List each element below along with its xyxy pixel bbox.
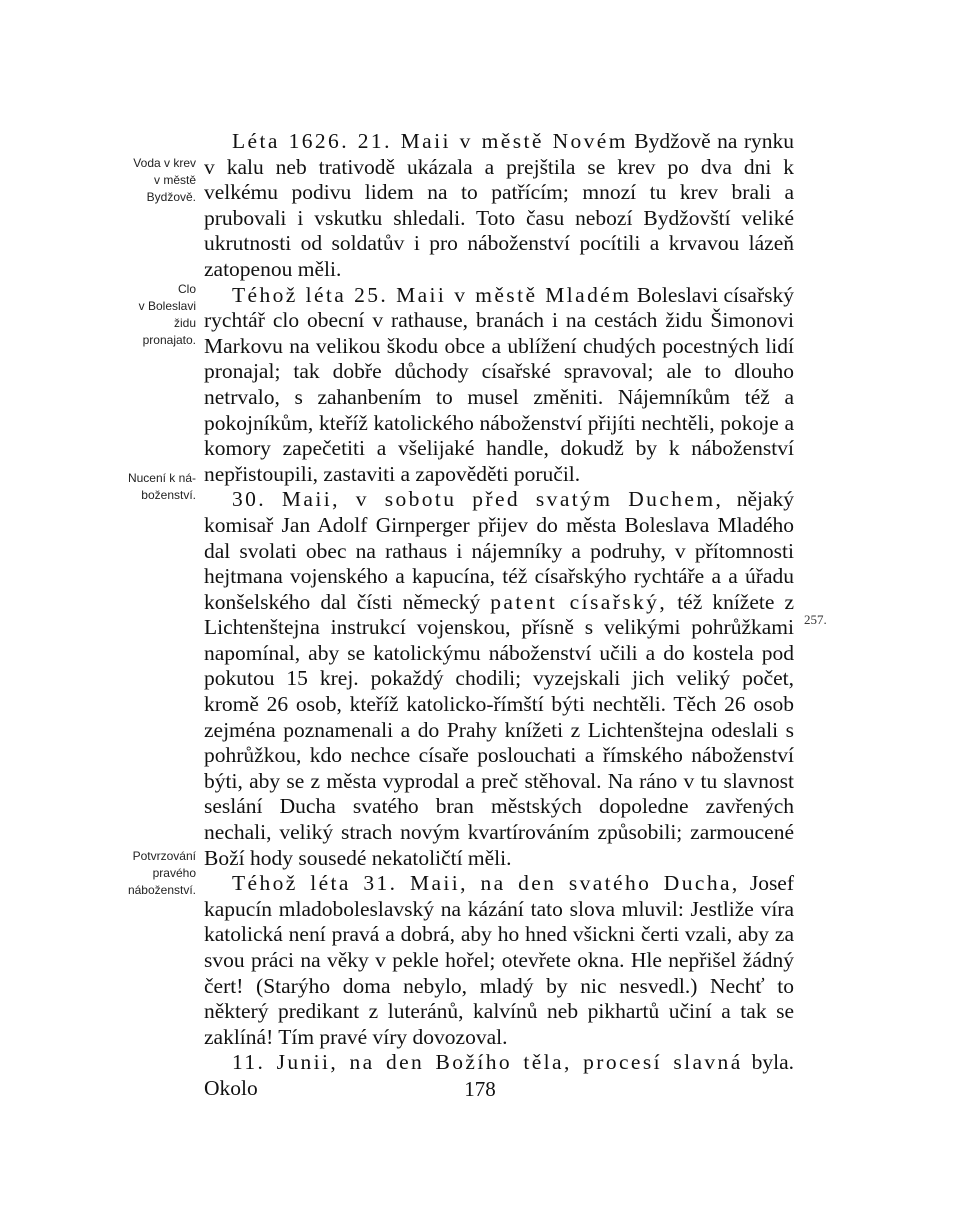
- paragraph-text: byla. Okolo: [204, 1050, 794, 1100]
- paragraph-text: Bydžově na rynku v kalu neb trativodě ukázala a prejštila se krev po dva dni k velkému podivu lidem na to patřícím; mnozí tu krev brali a prubovali i vskutku shledali. Toto času nebozí Bydžovští veliké ukrutnosti od soldatův i pro náboženství pocítili a krvavou lázeň zatopenou měli.: [204, 129, 794, 281]
- body-text: [204, 129, 794, 1102]
- page-number: 178: [464, 1077, 496, 1101]
- paragraph: [204, 129, 794, 283]
- paragraph: [204, 487, 794, 871]
- paragraph-text-continued: též knížete z Lichtenštejna instrukcí vojenskou, přísně s velikými pohrůžkami napomínal, aby se katolickýmu náboženství učili a do kostela pod pokutou 15 krej. pokaždý chodili; vyzejskali jich veliký počet, kromě 26 osob, kteříž katolicko-římští býti nechtěli. Těch 26 osob zejména poznamenali a do Prahy knížeti z Lichtenštejna odeslali s pohrůžkou, kdo nechce císaře poslouchati a římského náboženství býti, aby se z města vyprodal a preč stěhoval. Na ráno v tu slavnost seslání Ducha svatého bran městských dopoledne zavřených nechali, veliký strach novým kvartírováním způsobili; zarmoucené Boží hody sousedé nekatoličtí měli.: [204, 589, 795, 870]
- paragraph-text: Josef kapucín mladoboleslavský na kázání tato slova mluvil: Jestliže víra katolická není pravá a dobrá, aby ho hned všickni čerti vzali, aby za svou práci na věky v pekle hořel; otevřete okna. Hle nepřišel žádný čert! (Starýho doma nebylo, mladý by nic nesvedl.) Nechť to některý predikant z luteránů, kalvínů neb pikhartů učiní a tak se zaklíná! Tím pravé víry dovozoval.: [204, 871, 795, 1049]
- paragraph-text: Boleslavi císařský rychtář clo obecní v rathause, branách i na cestách židu Šimonovi Markovu na velikou škodu obce a ublížení chudých pocestných lidí pronajal; tak dobře důchody císařské spravoval; ale to dlouho netrvalo, s zahanbením to musel změniti. Nájemníkům též a pokojníkům, kteříž katolického náboženství přijíti nechtěli, pokoje a komory zapečetiti a všelijaké handle, dokudž by k náboženství nepřistoupili, zastaviti a zapověděti poručil.: [204, 282, 795, 486]
- paragraph: [204, 871, 794, 1050]
- margin-note-potvrzovani: Potvrzování pravého náboženství.: [127, 849, 196, 897]
- paragraph-lead: Téhož léta 25. Maii v městě Mladém: [232, 282, 632, 307]
- paragraph-lead: Léta 1626. 21. Maii v městě Novém: [232, 129, 628, 153]
- paragraph-text: nějaký komisař Jan Adolf Girnperger přijev do města Boleslava Mladého dal svolati obec na rathaus i nájemníky a podruhy, v přítomnosti hejtmana vojenského a kapucína, též císařskýho rychtáře a a úřadu konšelského dal čísti německý: [204, 487, 795, 614]
- paragraph-lead: 11. Junii, na den Božího těla, procesí slavná: [232, 1050, 743, 1075]
- source-page-marker: 257.: [804, 612, 827, 627]
- paragraph-lead: 30. Maii, v sobotu před svatým Duchem,: [232, 487, 724, 512]
- paragraph-spaced-phrase: patent císařský,: [490, 589, 668, 614]
- margin-note-nuceni-k-nabozenstvi: Nucení k ná- boženství.: [127, 471, 196, 502]
- margin-note-voda-v-krev: Voda v krev v městě Bydžově.: [133, 156, 196, 204]
- paragraph: [204, 283, 794, 488]
- paragraph-lead: Téhož léta 31. Maii, na den svatého Ducha,: [232, 871, 740, 896]
- margin-note-clo-v-boleslavi: Clo v Boleslavi židu pronajato.: [138, 282, 196, 347]
